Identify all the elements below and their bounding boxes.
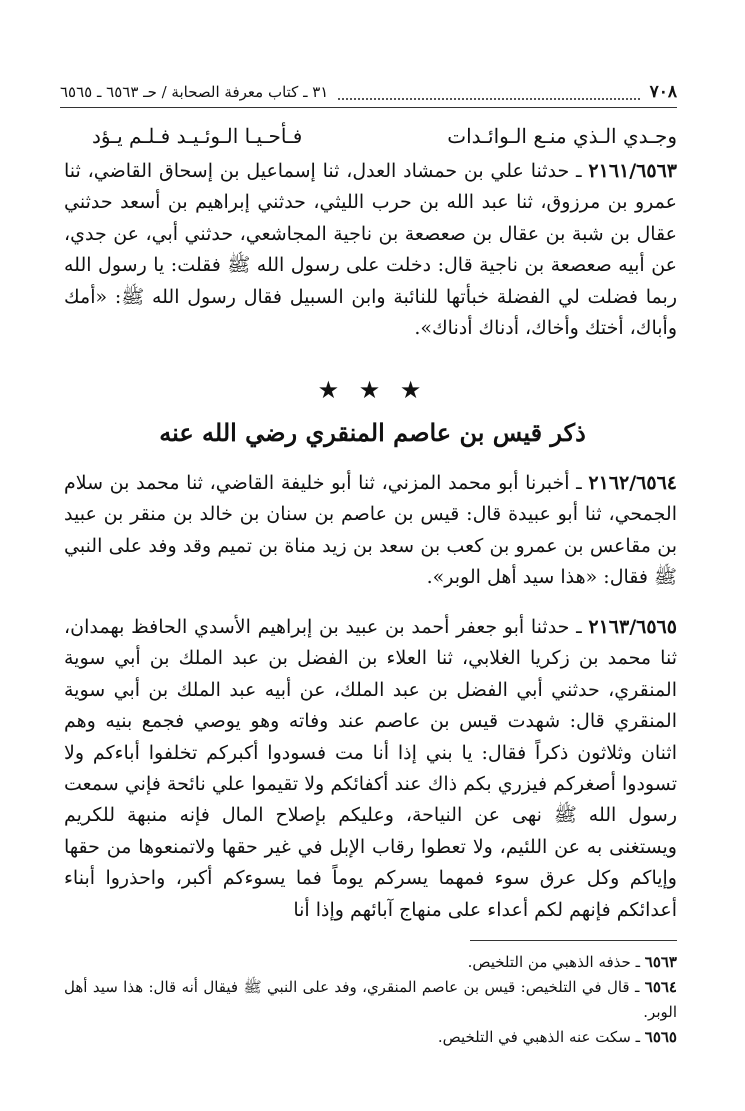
footnote-rule [470, 940, 677, 941]
header-rule [60, 107, 677, 108]
verse-hemistich-left: فـأحـيـا الـوئـيـد فـلـم يـؤد [92, 124, 303, 148]
running-title: ٣١ ـ كتاب معرفة الصحابة / حـ ٦٥٦٣ ـ ٦٥٦٥ [60, 83, 329, 101]
hadith-text: ـ حدثنا علي بن حمشاد العدل، ثنا إسماعيل بن إسحاق القاضي، ثنا عمرو بن مرزوق، ثنا عبد الله بن حرب الليثي، حدثني إبراهيم بن أسعد حدثني عقال بن شبة بن عقال بن صعصعة بن ناجية المجاشعي، حدثني أبي، عن جدي، عن أبيه صعصعة بن ناجية قال: دخلت على رسول الله ﷺ فقلت: يا رسول الله ربما فضلت لي الفضلة خبأتها للنائبة وابن السبيل فقال رسول الله ﷺ: «أمك وأباك، أختك وأخاك، أدناك أدناك». [64, 160, 677, 340]
footnote-text: ـ سكت عنه الذهبي في التلخيص. [437, 1028, 640, 1046]
hadith-number: ٢١٦٣/٦٥٦٥ [588, 616, 677, 638]
hadith-6565 [64, 612, 677, 926]
hadith-number: ٢١٦١/٦٥٦٣ [588, 160, 678, 182]
hadith-6563 [64, 156, 677, 344]
footnote-number: ٦٥٦٥ [644, 1028, 677, 1046]
footnote [64, 950, 677, 975]
header-dotted-leader [338, 84, 639, 100]
page-header [60, 78, 677, 106]
hadith-text: ـ أخبرنا أبو محمد المزني، ثنا أبو خليفة القاضي، ثنا محمد بن سلام الجمحي، ثنا أبو عبيدة قال: قيس بن عاصم بن سنان بن خالد بن منقر بن عبيد بن مقاعس بن عمرو بن كعب بن سعد بن زيد مناة بن تميم وقد وفد على النبي ﷺ فقال: «هذا سيد أهل الوبر». [64, 472, 677, 589]
footnote-number: ٦٥٦٣ [644, 953, 677, 971]
footnotes [64, 950, 677, 1050]
verse-hemistich-right: وجـدي الـذي منـع الـوائـدات [447, 124, 677, 148]
hadith-text: ـ حدثنا أبو جعفر أحمد بن عبيد بن إبراهيم الأسدي الحافظ بهمدان، ثنا محمد بن زكريا الغلابي، ثنا العلاء بن الفضل بن عبد الملك بن أبي سوية المنقري، حدثني أبي الفضل بن عبد الملك، عن أبيه عبد الملك بن أبي سوية المنقري قال: شهدت قيس بن عاصم عند وفاته وهو يوصي فجمع بنيه وهم اثنان وثلاثون ذكراً فقال: يا بني إذا أنا مت فسودوا أكبركم تخلفوا أباءكم ولا تسودوا أصغركم فيزري بكم ذاك عند أكفائكم ولا تقيموا علي نائحة فإني سمعت رسول الله ﷺ نهى عن النياحة، وعليكم بإصلاح المال فإنه منبهة للكريم ويستغنى به عن اللئيم، ولا تعطوا رقاب الإبل في غير حقها ولاتمنعوها من حقها وإياكم وكل عرق سوء فمهما يسركم يوماً فما يسوءكم أكبر، واحذروا أبناء أعدائكم فإنهم لكم أعداء على منهاج آبائهم وإذا أنا [64, 616, 677, 921]
poetry-verse [92, 124, 677, 156]
section-title: ذكر قيس بن عاصم المنقري رضي الله عنه [159, 418, 586, 447]
hadith-number: ٢١٦٢/٦٥٦٤ [588, 472, 677, 494]
footnote [64, 1025, 677, 1050]
footnote-number: ٦٥٦٤ [644, 978, 677, 996]
section-separator: ★ ★ ★ [317, 376, 428, 404]
footnote-text: ـ قال في التلخيص: قيس بن عاصم المنقري، وفد على النبي ﷺ فيقال أنه قال: هذا سيد أهل الوبر. [64, 978, 677, 1021]
footnote [64, 975, 677, 1025]
hadith-6564 [64, 468, 677, 594]
page-number: ٧٠٨ [649, 82, 677, 102]
footnote-text: ـ حذفه الذهبي من التلخيص. [467, 953, 640, 971]
